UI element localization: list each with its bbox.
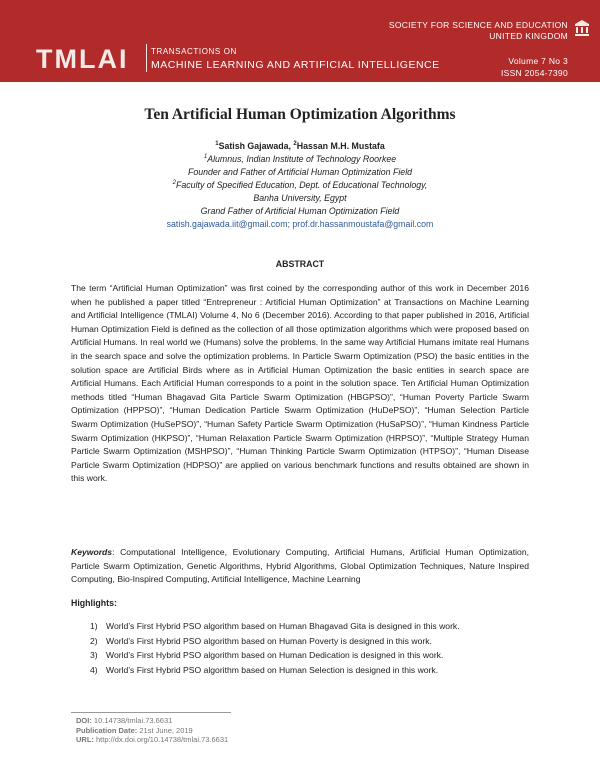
url-line — [76, 735, 228, 745]
author1-sup: 1 — [215, 141, 219, 148]
date-line — [76, 726, 228, 736]
list-item-text: World’s First Hybrid PSO algorithm based on Human Poverty is designed in this work. — [106, 635, 432, 646]
doi-value[interactable]: 10.14738/tmlai.73.6631 — [91, 716, 173, 725]
affiliation-1 — [0, 153, 600, 166]
affiliation-1b: Founder and Father of Artificial Human Optimization Field — [187, 167, 413, 177]
society-logo-icon — [572, 18, 592, 38]
affil2-text: Faculty of Specified Education, Dept. of Educational Technology, — [175, 180, 428, 190]
journal-name-line1: TRANSACTIONS ON — [151, 47, 237, 56]
abstract-text: The term “Artificial Human Optimization” was first coined by the corresponding author of this work in December 2016 when he published a paper titled “Entrepreneur : Artificial Human Optimization” at Transactions on Machine Learning and Artificial Intelligence (TMLAI) Volume 4, No 6 (December 2016). According to that paper published in 2016, Artificial Human Optimization Field is defined as the collection of all those optimization algorithms which were proposed based on Artificial Humans. In real world we (Humans) solve the problems. In the same way Artificial Humans imitate real Humans in the search space and solve the optimization problems. In Particle Swarm Optimization (PSO) the basic entities in the solution space are Artificial Birds where as in Artificial Human Optimization the basic entities in search space are Artificial Humans. Each Artificial Human corresponds to a point in the solution space. Ten Artificial Human Optimization methods titled “Human Bhagavad Gita Particle Swarm Optimization (HBGPSO)”, “Human Poverty Particle Swarm Optimization (HPPSO)”, “Human Dedication Particle Swarm Optimization (HuDePSO)”, “Human Selection Particle Swarm Optimization (HuSePSO)”, “Human Safety Particle Swarm Optimization (HuSaPSO)”, “Human Kindness Particle Swarm Optimization (HKPSO)”, “Human Relaxation Particle Swarm Optimization (HRPSO)”, “Multiple Strategy Human Particle Swarm Optimization (MSHPSO)”, “Human Thinking Particle Swarm Optimization (HTPSO)”, “Human Disease Particle Swarm Optimization (HDPSO)” are applied on various benchmark functions and results obtained are shown in this work. — [71, 283, 529, 484]
date-label: Publication Date: — [76, 725, 138, 735]
society-name: SOCIETY FOR SCIENCE AND EDUCATION — [388, 20, 568, 30]
affil1-text: Alumnus, Indian Institute of Technology Roorkee — [207, 154, 397, 164]
affiliation-2c: Grand Father of Artificial Human Optimization Field — [200, 206, 400, 216]
paper-title: Ten Artificial Human Optimization Algorithms — [144, 106, 456, 123]
list-item-text: World’s First Hybrid PSO algorithm based on Human Selection is designed in this work. — [106, 664, 439, 675]
logo-divider — [146, 44, 147, 72]
society-country: UNITED KINGDOM — [489, 31, 568, 41]
list-item-text: World’s First Hybrid PSO algorithm based on Human Bhagavad Gita is designed in this work. — [106, 621, 460, 631]
keywords-label: Keywords — [71, 547, 113, 557]
list-item — [90, 619, 530, 634]
doi-line — [76, 716, 228, 726]
journal-logo: TMLAI — [36, 44, 129, 74]
doi-label: DOI: — [76, 716, 92, 725]
affiliation-2 — [0, 179, 600, 192]
list-item — [90, 634, 530, 649]
volume-number: Volume 7 No 3 — [508, 56, 568, 66]
journal-name-line2: MACHINE LEARNING AND ARTIFICIAL INTELLIGENCE — [151, 59, 440, 71]
journal-header-banner — [0, 0, 600, 82]
author1-name: Satish Gajawada, — [218, 141, 294, 151]
highlights-list — [90, 619, 530, 677]
keywords-text: : Computational Intelligence, Evolutionary Computing, Artificial Humans, Artificial Human Optimization, Particle Swarm Optimization, Genetic Algorithms, Hybrid Algorithms, Global Optimization Techniques, Nature Inspired Computing, Bio-Inspired Computing, Artificial Intelligence, Machine Learning — [71, 547, 529, 585]
list-item-number: 4) — [90, 664, 98, 675]
journal-info — [389, 20, 568, 79]
list-item — [90, 663, 530, 678]
list-item-number: 3) — [90, 650, 98, 661]
publication-footer — [76, 716, 228, 745]
affil1-sup: 1 — [203, 154, 208, 161]
highlights-heading: Highlights: — [71, 598, 117, 608]
author2-sup: 2 — [293, 141, 297, 148]
affiliation-2b: Banha University, Egypt — [253, 193, 347, 203]
author2-name: Hassan M.H. Mustafa — [296, 141, 385, 151]
author-emails[interactable]: satish.gajawada.iit@gmail.com; prof.dr.hassanmoustafa@gmail.com — [166, 219, 434, 229]
list-item-number: 1) — [90, 621, 98, 631]
keywords-paragraph — [71, 546, 529, 587]
affil2-sup: 2 — [172, 180, 176, 187]
url-label: URL: — [76, 735, 94, 745]
date-value: 21st June, 2019 — [137, 725, 193, 735]
url-value[interactable]: http://dx.doi.org/10.14738/tmlai.73.6631 — [93, 735, 229, 745]
abstract-heading: ABSTRACT — [275, 259, 325, 269]
author-names — [0, 140, 600, 153]
list-item-number: 2) — [90, 635, 98, 646]
footer-divider — [71, 712, 231, 713]
issn-number: ISSN 2054-7390 — [500, 68, 568, 78]
author-block — [0, 140, 600, 231]
list-item-text: World’s First Hybrid PSO algorithm based on Human Dedication is designed in this work. — [106, 650, 444, 661]
list-item — [90, 648, 530, 663]
